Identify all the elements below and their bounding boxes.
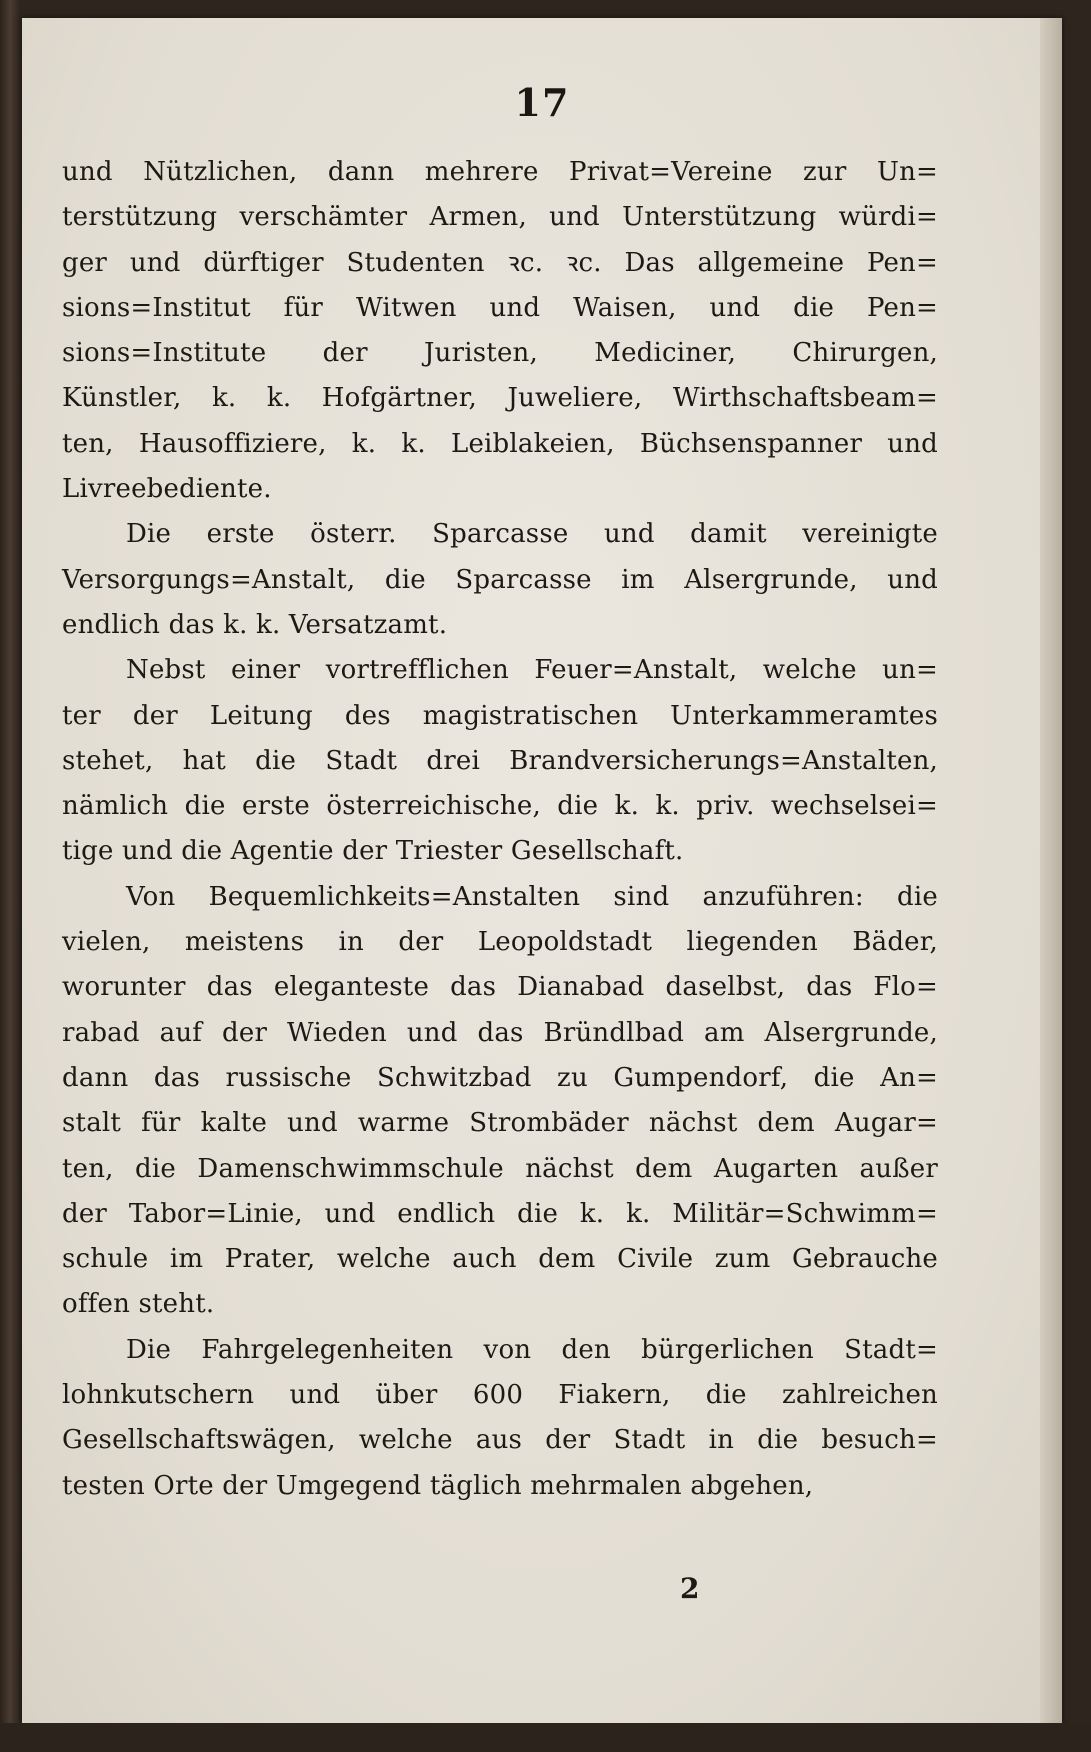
text-line: tige und die Agentie der Triester Gesellschaft. bbox=[62, 836, 684, 867]
text-line: der Tabor=Linie, und endlich die k. k. Militär=Schwimm= bbox=[62, 1198, 938, 1229]
paragraph bbox=[62, 875, 938, 1328]
text-line: Nebst einer vortrefflichen Feuer=Anstalt, welche un= bbox=[126, 655, 938, 686]
body-text bbox=[62, 150, 938, 1509]
text-line: ger und dürftiger Studenten ꝛc. ꝛc. Das allgemeine Pen= bbox=[62, 247, 938, 278]
scan-bottom-edge bbox=[0, 1723, 1091, 1752]
paragraph bbox=[62, 1328, 938, 1509]
text-line: Von Bequemlichkeits=Anstalten sind anzuführen: die bbox=[126, 881, 938, 912]
text-line: Livreebediente. bbox=[62, 474, 272, 505]
text-line: endlich das k. k. Versatzamt. bbox=[62, 609, 448, 640]
text-line: testen Orte der Umgegend täglich mehrmalen abgehen, bbox=[62, 1470, 814, 1501]
text-line: offen steht. bbox=[62, 1289, 215, 1320]
text-line: worunter das eleganteste das Dianabad daselbst, das Flo= bbox=[62, 972, 938, 1003]
text-line: dann das russische Schwitzbad zu Gumpendorf, die An= bbox=[62, 1062, 938, 1093]
page-edge bbox=[1040, 18, 1062, 1723]
signature-mark: 2 bbox=[680, 1572, 700, 1605]
text-line: sions=Institute der Juristen, Mediciner, Chirurgen, bbox=[62, 338, 938, 369]
page-number: 17 bbox=[514, 80, 570, 125]
text-line: lohnkutschern und über 600 Fiakern, die zahlreichen bbox=[62, 1380, 938, 1411]
paragraph bbox=[62, 648, 938, 874]
text-line: terstützung verschämter Armen, und Unterstützung würdi= bbox=[62, 202, 938, 233]
text-line: sions=Institut für Witwen und Waisen, und die Pen= bbox=[62, 292, 938, 323]
text-line: Die Fahrgelegenheiten von den bürgerlichen Stadt= bbox=[126, 1334, 938, 1365]
text-line: und Nützlichen, dann mehrere Privat=Vereine zur Un= bbox=[62, 157, 938, 187]
text-line: ten, die Damenschwimmschule nächst dem Augarten außer bbox=[62, 1153, 938, 1184]
text-line: ter der Leitung des magistratischen Unterkammeramtes bbox=[62, 700, 938, 731]
text-line: ten, Hausoffiziere, k. k. Leiblakeien, Büchsenspanner und bbox=[62, 428, 938, 459]
text-line: rabad auf der Wieden und das Bründlbad am Alsergrunde, bbox=[62, 1017, 938, 1048]
paragraph bbox=[62, 512, 938, 648]
text-line: Die erste österr. Sparcasse und damit vereinigte bbox=[126, 519, 938, 550]
text-line: schule im Prater, welche auch dem Civile zum Gebrauche bbox=[62, 1244, 938, 1275]
text-line: stalt für kalte und warme Strombäder nächst dem Augar= bbox=[62, 1108, 938, 1139]
text-line: Versorgungs=Anstalt, die Sparcasse im Alsergrunde, und bbox=[62, 564, 938, 595]
book-page bbox=[22, 18, 1062, 1723]
paragraph bbox=[62, 150, 938, 512]
text-line: nämlich die erste österreichische, die k. k. priv. wechselsei= bbox=[62, 791, 938, 822]
text-line: stehet, hat die Stadt drei Brandversicherungs=Anstalten, bbox=[62, 745, 938, 776]
text-line: vielen, meistens in der Leopoldstadt liegenden Bäder, bbox=[62, 927, 938, 958]
text-line: Gesellschaftswägen, welche aus der Stadt in die besuch= bbox=[62, 1425, 938, 1456]
text-line: Künstler, k. k. Hofgärtner, Juweliere, Wirthschaftsbeam= bbox=[62, 383, 938, 414]
